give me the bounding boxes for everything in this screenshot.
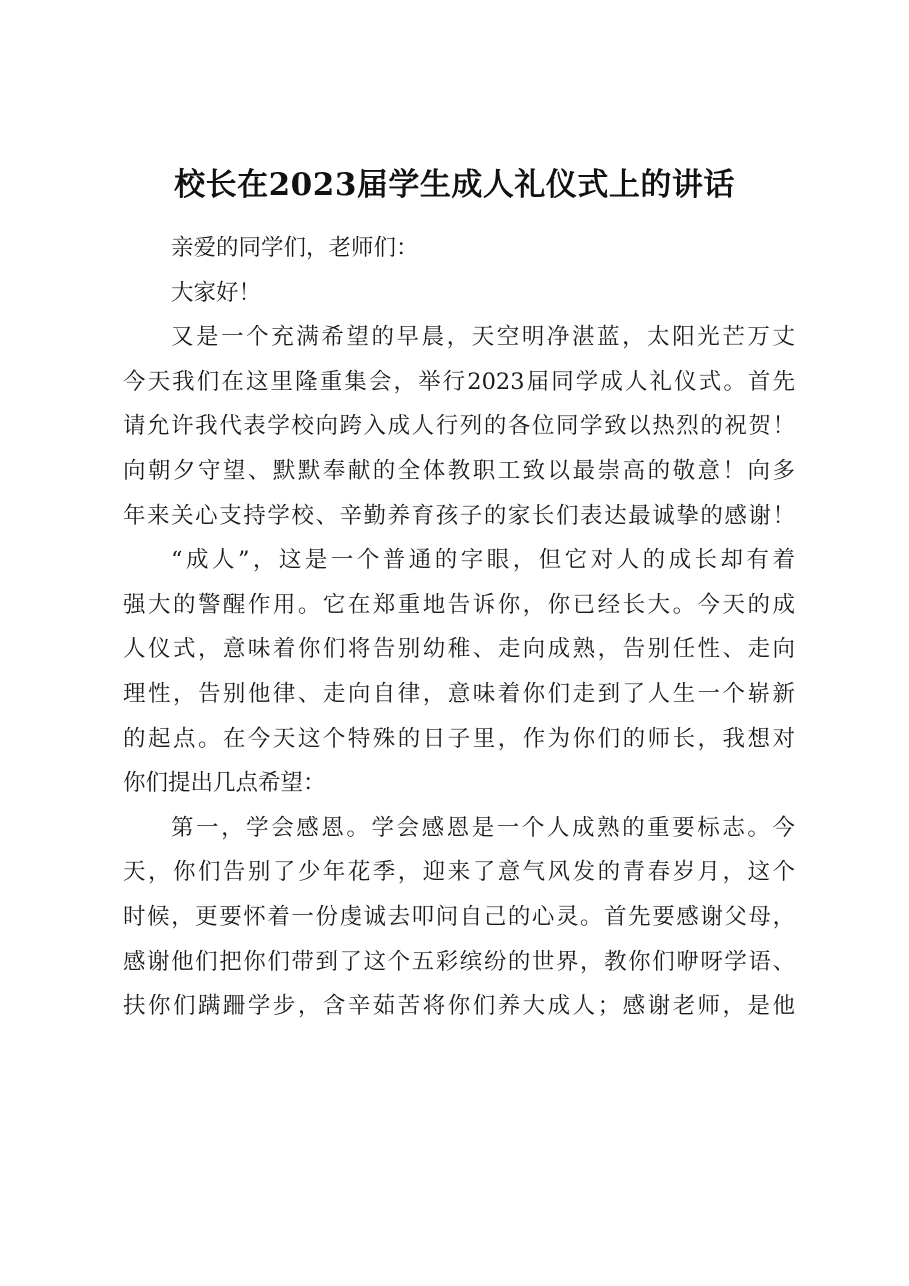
text-line: 理性，告别他律、走向自律，意味着你们走到了人生一个崭新 — [123, 680, 795, 707]
document-title: 校长在2023届学生成人礼仪式上的讲话 — [174, 167, 735, 203]
text-line: 的起点。在今天这个特殊的日子里，作为你们的师长，我想对 — [123, 725, 795, 752]
text-line: 向朝夕守望、默默奉献的全体教职工致以最崇高的敬意！向多 — [123, 457, 795, 484]
text-line: 感谢他们把你们带到了这个五彩缤纷的世界，教你们咿呀学语、 — [123, 948, 795, 975]
text-line: 大家好！ — [171, 279, 262, 306]
text-line: 第一，学会感恩。学会感恩是一个人成熟的重要标志。今 — [171, 814, 795, 841]
text-line: 又是一个充满希望的早晨，天空明净湛蓝，太阳光芒万丈 — [171, 324, 795, 351]
text-line: 你们提出几点希望： — [123, 770, 326, 797]
text-line: 天，你们告别了少年花季，迎来了意气风发的青春岁月，这个 — [123, 859, 795, 886]
document-body — [123, 226, 795, 1029]
text-line: 亲爱的同学们，老师们： — [171, 235, 419, 261]
text-line: 年来关心支持学校、辛勤养育孩子的家长们表达最诚挚的感谢！ — [123, 502, 795, 529]
text-line: 强大的警醒作用。它在郑重地告诉你，你已经长大。今天的成 — [123, 591, 795, 618]
text-line: “成人”，这是一个普通的字眼，但它对人的成长却有着 — [171, 547, 795, 574]
text-line: 人仪式，意味着你们将告别幼稚、走向成熟，告别任性、走向 — [123, 636, 795, 663]
text-line: 今天我们在这里隆重集会，举行2023届同学成人礼仪式。首先 — [123, 368, 795, 395]
text-line: 扶你们蹒跚学步，含辛茹苦将你们养大成人；感谢老师，是他 — [123, 993, 795, 1020]
text-line: 时候，更要怀着一份虔诚去叩问自己的心灵。首先要感谢父母， — [123, 903, 795, 930]
text-line: 请允许我代表学校向跨入成人行列的各位同学致以热烈的祝贺！ — [123, 413, 795, 440]
